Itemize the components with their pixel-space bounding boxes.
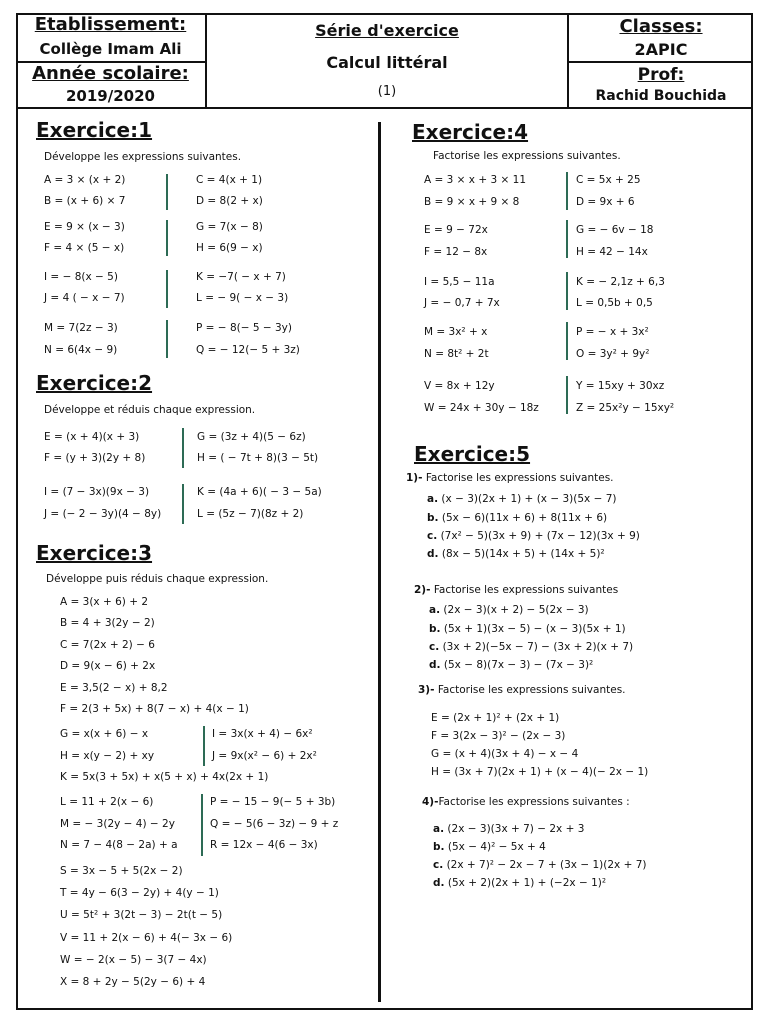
ex4-expr: F = 12 − 8x — [424, 246, 488, 258]
ex1-expr: I = − 8(x − 5) — [44, 271, 118, 283]
ex3-expr: E = 3,5(2 − x) + 8,2 — [60, 682, 168, 694]
ex2-expr: G = (3z + 4)(5 − 6z) — [197, 431, 306, 443]
topic-title: Calcul littéral — [326, 53, 448, 72]
ex4-expr: O = 3y² + 9y² — [576, 348, 650, 360]
ex3-expr: X = 8 + 2y − 5(2y − 6) + 4 — [60, 976, 206, 988]
ex5-item: c. (2x + 7)² − 2x − 7 + (3x − 1)(2x + 7) — [433, 859, 647, 871]
ex1-expr: L = − 9( − x − 3) — [196, 292, 289, 304]
ex3-expr: S = 3x − 5 + 5(2x − 2) — [60, 865, 183, 877]
ex2-instruction: Développe et réduis chaque expression. — [44, 404, 256, 416]
ex3-expr: P = − 15 − 9(− 5 + 3b) — [210, 796, 336, 808]
ex3-expr: L = 11 + 2(x − 6) — [60, 796, 154, 808]
ex2-expr: H = ( − 7t + 8)(3 − 5t) — [197, 452, 319, 464]
prof-label: Prof: — [637, 65, 685, 85]
ex1-expr: G = 7(x − 8) — [196, 221, 263, 233]
ex1-expr: J = 4 ( − x − 7) — [44, 292, 125, 304]
ex2-expr: E = (x + 4)(x + 3) — [44, 431, 140, 443]
ex5-item: c. (3x + 2)(−5x − 7) − (3x + 2)(x + 7) — [429, 641, 634, 653]
column-divider — [378, 122, 381, 1002]
ex3-expr: J = 9x(x² − 6) + 2x² — [212, 750, 317, 762]
ex4-expr: G = − 6v − 18 — [576, 224, 654, 236]
etab-label: Etablissement: — [34, 14, 187, 35]
prof-value: Rachid Bouchida — [595, 88, 727, 104]
etab-value: Collège Imam Ali — [39, 40, 182, 58]
ex4-expr: M = 3x² + x — [424, 326, 488, 338]
ex5-item: G = (x + 4)(3x + 4) − x − 4 — [431, 748, 579, 760]
ex5-part1-heading: 1)- Factorise les expressions suivantes. — [406, 472, 614, 484]
annee-value: 2019/2020 — [66, 87, 155, 105]
ex4-expr: C = 5x + 25 — [576, 174, 641, 186]
ex3-expr: T = 4y − 6(3 − 2y) + 4(y − 1) — [60, 887, 219, 899]
ex3-expr: N = 7 − 4(8 − 2a) + a — [60, 839, 178, 851]
ex3-expr: D = 9(x − 6) + 2x — [60, 660, 156, 672]
ex3-instruction: Développe puis réduis chaque expression. — [46, 573, 269, 585]
ex1-expr: P = − 8(− 5 − 3y) — [196, 322, 292, 334]
ex1-expr: C = 4(x + 1) — [196, 174, 263, 186]
ex1-expr: Q = − 12(− 5 + 3z) — [196, 344, 300, 356]
ex5-item: a. (x − 3)(2x + 1) + (x − 3)(5x − 7) — [427, 493, 617, 505]
ex5-item: H = (3x + 7)(2x + 1) + (x − 4)(− 2x − 1) — [431, 766, 649, 778]
ex3-expr: Q = − 5(6 − 3z) − 9 + z — [210, 818, 339, 830]
annee-label: Année scolaire: — [32, 63, 189, 84]
ex4-title: Exercice:4 — [412, 120, 529, 144]
ex4-expr: D = 9x + 6 — [576, 196, 635, 208]
ex2-expr: K = (4a + 6)( − 3 − 5a) — [197, 486, 322, 498]
ex3-expr: G = x(x + 6) − x — [60, 728, 149, 740]
ex5-item: b. (5x − 4)² − 5x + 4 — [433, 841, 546, 853]
ex5-item: b. (5x − 6)(11x + 6) + 8(11x + 6) — [427, 512, 608, 524]
ex5-item: b. (5x + 1)(3x − 5) − (x − 3)(5x + 1) — [429, 623, 626, 635]
ex1-expr: H = 6(9 − x) — [196, 242, 263, 254]
ex2-expr: I = (7 − 3x)(9x − 3) — [44, 486, 150, 498]
ex5-item: d. (5x + 2)(2x + 1) + (−2x − 1)² — [433, 877, 607, 889]
ex2-expr: J = (− 2 − 3y)(4 − 8y) — [44, 508, 162, 520]
ex5-part2-heading: 2)- Factorise les expressions suivantes — [414, 584, 619, 596]
ex1-expr: D = 8(2 + x) — [196, 195, 263, 207]
ex3-expr: C = 7(2x + 2) − 6 — [60, 639, 155, 651]
ex3-expr: H = x(y − 2) + xy — [60, 750, 155, 762]
serie-number: (1) — [377, 84, 397, 99]
ex1-expr: M = 7(2z − 3) — [44, 322, 118, 334]
ex4-expr: V = 8x + 12y — [424, 380, 495, 392]
ex1-expr: K = −7( − x + 7) — [196, 271, 286, 283]
ex1-expr: F = 4 × (5 − x) — [44, 242, 125, 254]
ex3-expr: U = 5t² + 3(2t − 3) − 2t(t − 5) — [60, 909, 223, 921]
ex4-expr: A = 3 × x + 3 × 11 — [424, 174, 527, 186]
ex1-expr: B = (x + 6) × 7 — [44, 195, 126, 207]
ex4-expr: Y = 15xy + 30xz — [576, 380, 665, 392]
ex2-expr: F = (y + 3)(2y + 8) — [44, 452, 146, 464]
ex1-instruction: Développe les expressions suivantes. — [44, 151, 242, 163]
ex3-expr: B = 4 + 3(2y − 2) — [60, 617, 155, 629]
ex4-expr: E = 9 − 72x — [424, 224, 488, 236]
ex5-item: E = (2x + 1)² + (2x + 1) — [431, 712, 560, 724]
ex3-expr: R = 12x − 4(6 − 3x) — [210, 839, 318, 851]
ex5-item: a. (2x − 3)(x + 2) − 5(2x − 3) — [429, 604, 589, 616]
ex5-item: F = 3(2x − 3)² − (2x − 3) — [431, 730, 566, 742]
ex4-expr: B = 9 × x + 9 × 8 — [424, 196, 520, 208]
ex5-part4-heading: 4)-Factorise les expressions suivantes : — [422, 796, 630, 808]
ex4-expr: P = − x + 3x² — [576, 326, 649, 338]
ex3-expr: M = − 3(2y − 4) − 2y — [60, 818, 175, 830]
ex1-expr: E = 9 × (x − 3) — [44, 221, 125, 233]
ex5-item: a. (2x − 3)(3x + 7) − 2x + 3 — [433, 823, 585, 835]
ex5-item: d. (5x − 8)(7x − 3) − (7x − 3)² — [429, 659, 594, 671]
ex3-expr: F = 2(3 + 5x) + 8(7 − x) + 4(x − 1) — [60, 703, 249, 715]
ex3-expr: V = 11 + 2(x − 6) + 4(− 3x − 6) — [60, 932, 233, 944]
ex5-item: c. (7x² − 5)(3x + 9) + (7x − 12)(3x + 9) — [427, 530, 640, 542]
ex4-expr: N = 8t² + 2t — [424, 348, 489, 360]
ex3-expr: I = 3x(x + 4) − 6x² — [212, 728, 313, 740]
ex5-title: Exercice:5 — [414, 442, 531, 466]
ex1-title: Exercice:1 — [36, 118, 153, 142]
classes-value: 2APIC — [634, 40, 688, 59]
ex3-expr: K = 5x(3 + 5x) + x(5 + x) + 4x(2x + 1) — [60, 771, 269, 783]
ex2-title: Exercice:2 — [36, 371, 153, 395]
ex5-item: d. (8x − 5)(14x + 5) + (14x + 5)² — [427, 548, 605, 560]
ex2-expr: L = (5z − 7)(8z + 2) — [197, 508, 304, 520]
ex4-expr: H = 42 − 14x — [576, 246, 648, 258]
ex3-expr: A = 3(x + 6) + 2 — [60, 596, 149, 608]
ex4-expr: L = 0,5b + 0,5 — [576, 297, 653, 309]
ex4-instruction: Factorise les expressions suivantes. — [433, 150, 621, 162]
ex3-title: Exercice:3 — [36, 541, 153, 565]
ex4-expr: J = − 0,7 + 7x — [424, 297, 500, 309]
ex4-expr: W = 24x + 30y − 18z — [424, 402, 539, 414]
ex4-expr: Z = 25x²y − 15xy² — [576, 402, 675, 414]
ex3-expr: W = − 2(x − 5) − 3(7 − 4x) — [60, 954, 207, 966]
ex4-expr: K = − 2,1z + 6,3 — [576, 276, 665, 288]
ex1-expr: N = 6(4x − 9) — [44, 344, 118, 356]
serie-title: Série d'exercice — [315, 21, 459, 40]
ex1-expr: A = 3 × (x + 2) — [44, 174, 126, 186]
classes-label: Classes: — [619, 16, 703, 37]
ex4-expr: I = 5,5 − 11a — [424, 276, 495, 288]
ex5-part3-heading: 3)- Factorise les expressions suivantes. — [418, 684, 626, 696]
